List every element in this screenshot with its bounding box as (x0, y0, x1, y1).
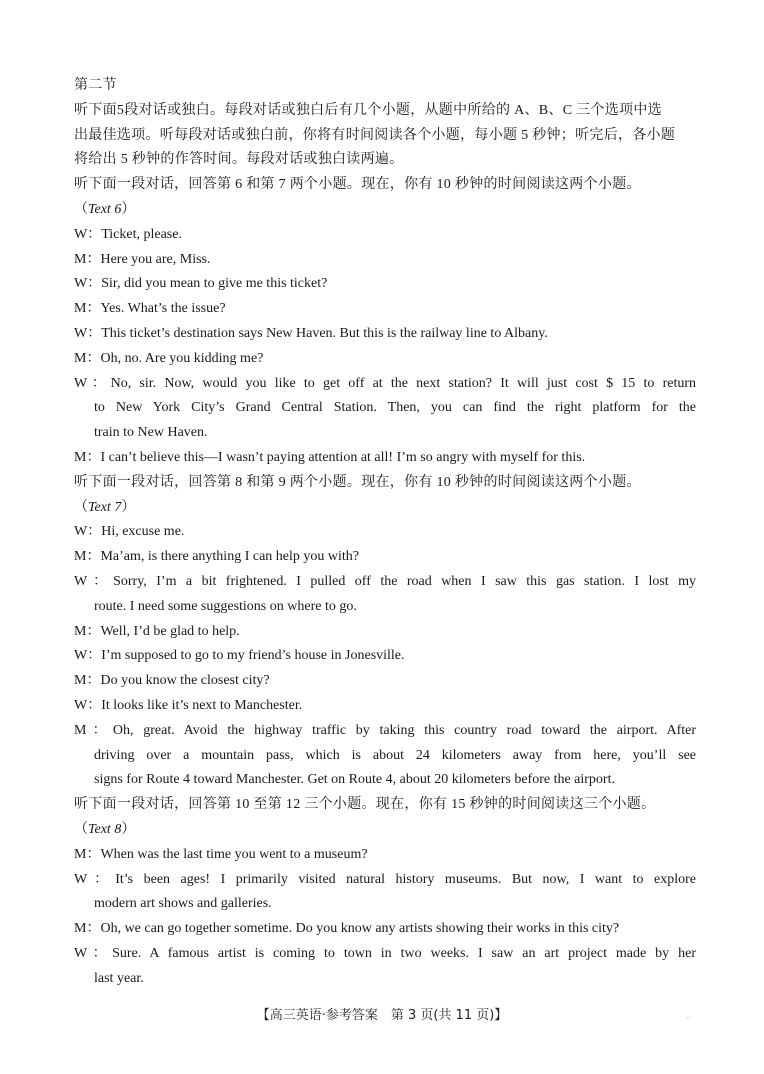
text7-dialogue-line (74, 595, 696, 620)
utterance-text: to New York City’s Grand Central Station. Then, you can find the right platform for the (94, 400, 696, 416)
text7-dialogue-line (74, 620, 696, 645)
document-body (74, 74, 696, 991)
text8-dialogue-line (74, 917, 696, 942)
utterance-text: Sorry, I’m a bit frightened. I pulled off the road when I saw this gas station. I lost my (113, 573, 696, 589)
speaker-label: M： (74, 350, 101, 366)
speaker-label: W： (74, 945, 113, 961)
text7-label-close: ） (121, 499, 136, 515)
text7-dialogue-line (74, 744, 696, 769)
utterance-text: route. I need some suggestions on where to go. (94, 598, 357, 614)
utterance-text: Yes. What’s the issue? (100, 301, 226, 317)
speaker-label: W： (74, 573, 114, 589)
text6-dialogue-line (74, 347, 696, 372)
text6-dialogue-line (74, 223, 696, 248)
utterance-text: It looks like it’s next to Manchester. (101, 697, 303, 713)
utterance-text: signs for Route 4 toward Manchester. Get on Route 4, about 20 kilometers before the airport. (94, 772, 615, 788)
utterance-text: This ticket’s destination says New Haven. But this is the railway line to Albany. (101, 325, 548, 341)
speaker-label: W： (74, 871, 116, 887)
speaker-label: W： (74, 226, 102, 242)
text7-dialogue-line (74, 719, 696, 744)
text8-label-close: ） (121, 821, 136, 837)
utterance-text: Well, I’d be glad to help. (100, 623, 240, 639)
utterance-text: I can’t believe this—I wasn’t paying attention at all! I’m so angry with myself for this. (100, 449, 586, 465)
text7-dialogue-line (74, 694, 696, 719)
text6-dialogue-line (74, 248, 696, 273)
speaker-label: W： (74, 375, 111, 391)
text6-label-open: （ (74, 201, 88, 217)
speaker-label: M： (74, 251, 101, 267)
utterance-text: It’s been ages! I primarily visited natural history museums. But now, I want to explore (115, 871, 696, 887)
text6-label-text: Text 6 (88, 201, 122, 217)
speaker-label: W： (74, 276, 102, 292)
utterance-text: Oh, no. Are you kidding me? (100, 350, 264, 366)
utterance-text: train to New Haven. (94, 425, 208, 441)
utterance-text: Ma’am, is there anything I can help you with? (100, 549, 359, 565)
instruction-line-2: 出最佳选项。听每段对话或独白前，你将有时间阅读各个小题，每小题 5 秒钟；听完后，各小题 (74, 127, 676, 143)
text6-dialogue-line (74, 322, 696, 347)
text6-dialogue-line (74, 396, 696, 421)
speaker-label: M： (74, 673, 101, 689)
speaker-label: W： (74, 524, 102, 540)
utterance-text: Here you are, Miss. (100, 251, 211, 267)
speaker-label: W： (74, 325, 102, 341)
text6-dialogue-line (74, 272, 696, 297)
utterance-text: Sir, did you mean to give me this ticket? (101, 276, 328, 292)
text8-prompt: 听下面一段对话，回答第 10 至第 12 三个小题。现在，你有 15 秒钟的时间阅读这三个小题。 (74, 797, 656, 813)
speaker-label: M： (74, 846, 101, 862)
text7-label-text: Text 7 (88, 499, 122, 515)
text-6-block (74, 173, 696, 471)
text6-prompt: 听下面一段对话，回答第 6 和第 7 两个小题。现在，你有 10 秒钟的时间阅读这两个小题。 (74, 177, 641, 193)
utterance-text: No, sir. Now, would you like to get off at the next station? It will just cost $ 15 to return (110, 375, 696, 391)
instruction-line-3: 将给出 5 秒钟的作答时间。每段对话或独白读两遍。 (74, 152, 404, 168)
page-footer: 【高三英语·参考答案 第 3 页(共 11 页)】 (256, 1008, 508, 1023)
text6-dialogue-line (74, 421, 696, 446)
utterance-text: Oh, great. Avoid the highway traffic by taking this country road toward the airport. After (112, 722, 696, 738)
text7-dialogue-line (74, 520, 696, 545)
speaker-label: W： (74, 697, 102, 713)
utterance-text: Do you know the closest city? (100, 673, 270, 689)
corner-mark: ·· (686, 1014, 692, 1023)
text7-label-open: （ (74, 499, 88, 515)
utterance-text: driving over a mountain pass, which is about 24 kilometers away from here, you’ll see (94, 747, 696, 763)
text6-dialogue-line (74, 372, 696, 397)
text6-dialogue-line (74, 297, 696, 322)
utterance-text: last year. (94, 970, 144, 986)
section-title: 第二节 (74, 78, 117, 93)
utterance-text: Hi, excuse me. (101, 524, 185, 540)
text7-dialogue-line (74, 644, 696, 669)
text8-dialogue-line (74, 843, 696, 868)
speaker-label: M： (74, 623, 101, 639)
utterance-text: Ticket, please. (101, 226, 182, 242)
text7-dialogue-line (74, 545, 696, 570)
text7-label (74, 496, 696, 521)
speaker-label: M： (74, 301, 101, 317)
text8-dialogue-line (74, 942, 696, 967)
text6-label (74, 198, 696, 223)
text8-dialogue-line (74, 967, 696, 992)
utterance-text: When was the last time you went to a museum? (100, 846, 368, 862)
text7-dialogue-line (74, 570, 696, 595)
utterance-text: Sure. A famous artist is coming to town in two weeks. I saw an art project made by her (112, 945, 696, 961)
text8-label-text: Text 8 (88, 821, 122, 837)
utterance-text: Oh, we can go together sometime. Do you know any artists showing their works in this city? (100, 921, 620, 937)
text-7-block (74, 471, 696, 793)
utterance-text: modern art shows and galleries. (94, 896, 272, 912)
speaker-label: M： (74, 549, 101, 565)
speaker-label: W： (74, 648, 102, 664)
text-8-block (74, 793, 696, 991)
text6-label-close: ） (121, 201, 136, 217)
text7-dialogue-line (74, 768, 696, 793)
utterance-text: I’m supposed to go to my friend’s house in Jonesville. (101, 648, 405, 664)
text7-dialogue-line (74, 669, 696, 694)
text8-dialogue-line (74, 892, 696, 917)
speaker-label: M： (74, 722, 113, 738)
text8-label-open: （ (74, 821, 88, 837)
speaker-label: M： (74, 449, 101, 465)
text8-dialogue-line (74, 868, 696, 893)
instruction-line-1: 听下面5段对话或独白。每段对话或独白后有几个小题，从题中所给的 A、B、C 三个选项中选 (74, 102, 662, 118)
text8-label (74, 818, 696, 843)
text7-prompt: 听下面一段对话，回答第 8 和第 9 两个小题。现在，你有 10 秒钟的时间阅读这两个小题。 (74, 474, 641, 490)
speaker-label: M： (74, 921, 101, 937)
text6-dialogue-line (74, 446, 696, 471)
